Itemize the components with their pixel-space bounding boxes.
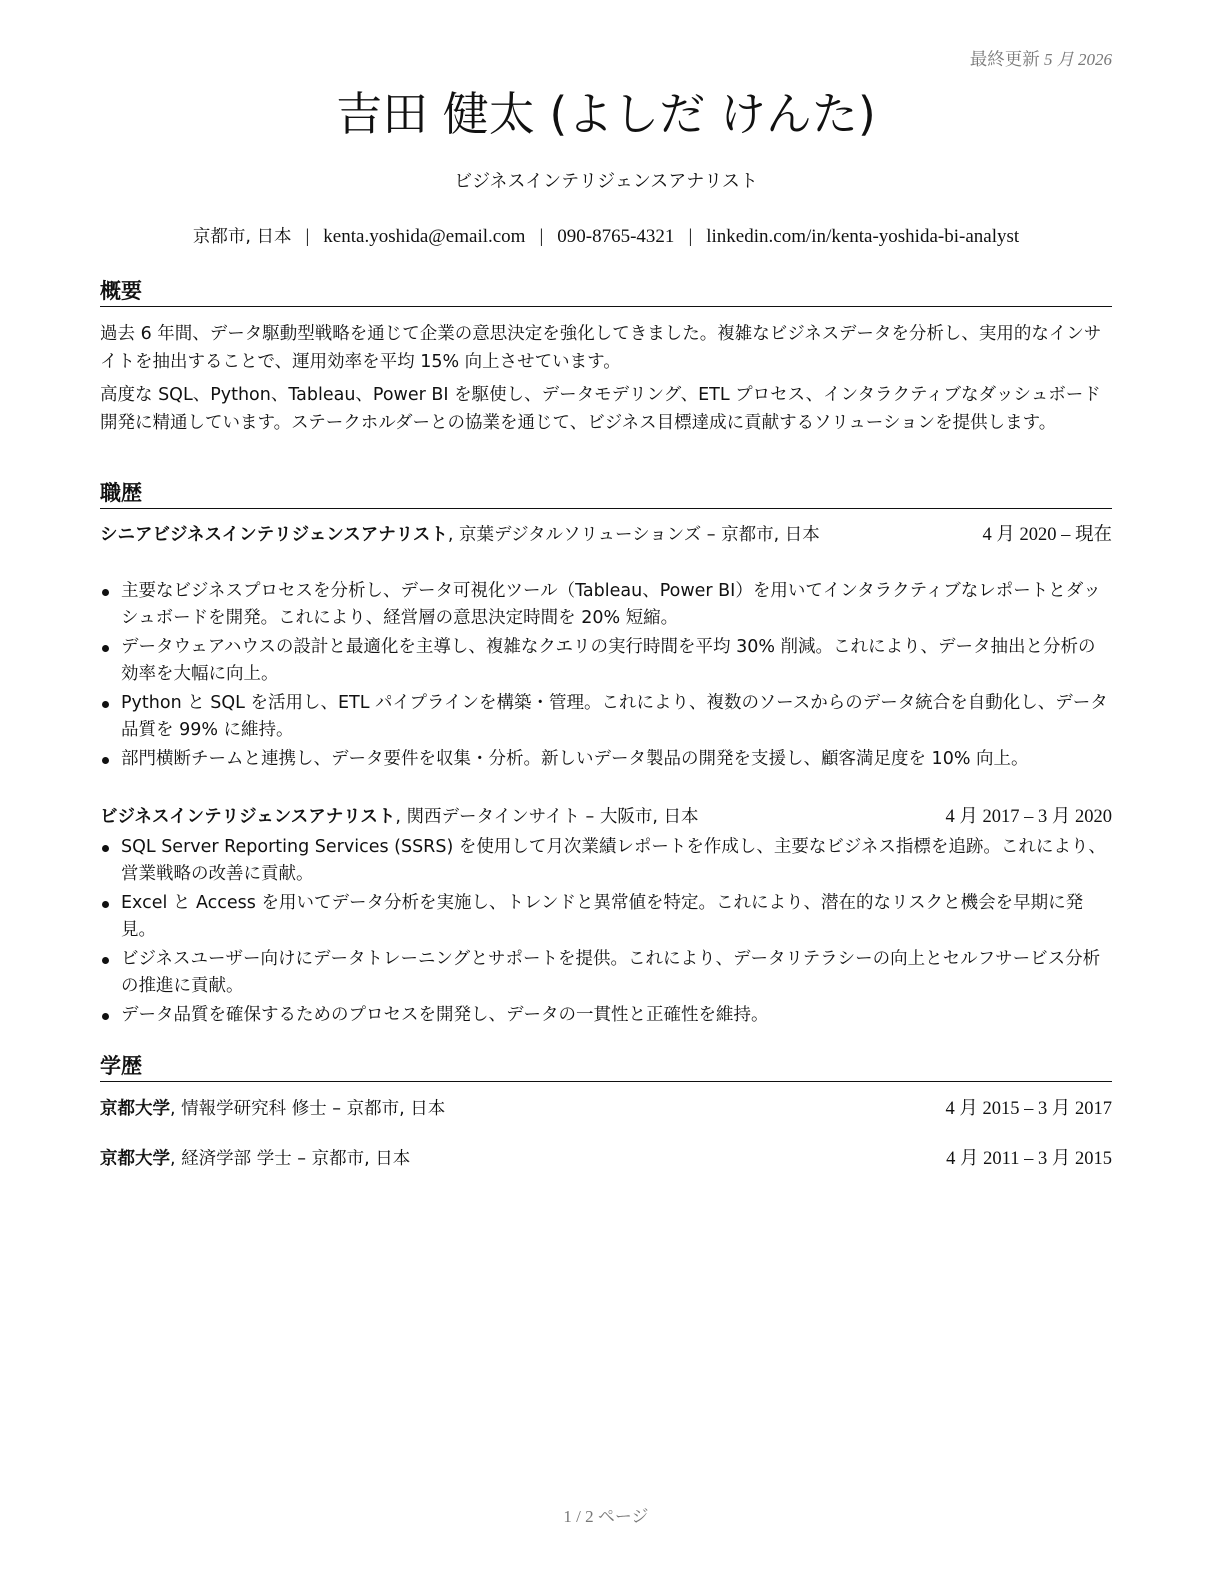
bullet-text: ビジネスユーザー向けにデータトレーニングとサポートを提供。これにより、データリテラシーの向上とセルフサービス分析の推進に貢献。 xyxy=(121,949,1101,996)
bullet-text: 部門横断チームと連携し、データ要件を収集・分析。新しいデータ製品の開発を支援し、顧客満足度を 10% 向上。 xyxy=(121,749,1029,769)
contact-separator: | xyxy=(539,226,544,247)
bullet-icon xyxy=(102,757,109,764)
job-org-2: , 関西データインサイト – 大阪市, 日本 xyxy=(395,807,699,827)
job-entry-header xyxy=(100,522,1112,548)
contact-linkedin[interactable]: linkedin.com/in/kenta-yoshida-bi-analyst xyxy=(706,226,1020,247)
list-item xyxy=(100,834,1112,888)
job-entry-header xyxy=(100,804,1112,830)
bullet-text: データ品質を確保するためのプロセスを開発し、データの一貫性と正確性を維持。 xyxy=(121,1005,769,1025)
job-org-1: , 京葉デジタルソリューションズ – 京都市, 日本 xyxy=(447,525,820,545)
bullet-text: SQL Server Reporting Services (SSRS) を使用して月次業績レポートを作成し、主要なビジネス指標を追跡。これにより、営業戦略の改善に貢献。 xyxy=(121,837,1106,884)
page-indicator: 1 / 2 ページ xyxy=(563,1507,649,1526)
education-detail-2: , 経済学部 学士 – 京都市, 日本 xyxy=(170,1149,411,1169)
resume-page xyxy=(100,0,1112,1584)
job-bullets-2 xyxy=(100,834,1112,1031)
bullet-icon xyxy=(102,1013,109,1020)
bullet-icon xyxy=(102,957,109,964)
bullet-icon xyxy=(102,589,109,596)
list-item xyxy=(100,634,1112,688)
experience-heading: 職歴 xyxy=(100,479,1112,509)
job-title-2: ビジネスインテリジェンスアナリスト xyxy=(100,807,396,827)
list-item xyxy=(100,578,1112,632)
last-updated-label: 最終更新 xyxy=(969,50,1040,70)
job-title: ビジネスインテリジェンスアナリスト xyxy=(454,171,758,192)
contact-line xyxy=(100,224,1112,250)
contact-separator: | xyxy=(688,226,693,247)
job-bullets-1 xyxy=(100,578,1112,775)
job-dates-1: 4 月 2020 – 現在 xyxy=(982,525,1112,545)
list-item xyxy=(100,946,1112,1000)
education-heading: 学歴 xyxy=(100,1052,1112,1082)
education-school-1: 京都大学 xyxy=(100,1099,170,1119)
bullet-icon xyxy=(102,645,109,652)
summary-paragraph-1: 過去 6 年間、データ駆動型戦略を通じて企業の意思決定を強化してきました。複雑なビジネスデータを分析し、実用的なインサイトを抽出することで、運用効率を平均 15% 向上させています。 xyxy=(100,324,1102,372)
summary-heading: 概要 xyxy=(100,277,1112,307)
contact-location: 京都市, 日本 xyxy=(192,227,292,247)
contact-phone[interactable]: 090-8765-4321 xyxy=(557,226,675,247)
bullet-icon xyxy=(102,845,109,852)
summary-paragraph-2: 高度な SQL、Python、Tableau、Power BI を駆使し、データモデリング、ETL プロセス、インタラクティブなダッシュボード開発に精通しています。ステークホルダーとの協業を通じて、ビジネス目標達成に貢献するソリューションを提供します。 xyxy=(100,385,1101,433)
list-item xyxy=(100,690,1112,744)
list-item xyxy=(100,1002,1112,1029)
bullet-text: Excel と Access を用いてデータ分析を実施し、トレンドと異常値を特定。これにより、潜在的なリスクと機会を早期に発見。 xyxy=(121,893,1084,940)
contact-separator: | xyxy=(305,226,310,247)
education-entry xyxy=(100,1096,1112,1122)
bullet-icon xyxy=(102,701,109,708)
bullet-text: データウェアハウスの設計と最適化を主導し、複雑なクエリの実行時間を平均 30% 削減。これにより、データ抽出と分析の効率を大幅に向上。 xyxy=(121,637,1096,684)
education-entry xyxy=(100,1146,1112,1172)
list-item xyxy=(100,890,1112,944)
last-updated-date: 5 月 2026 xyxy=(1044,50,1112,69)
education-detail-1: , 情報学研究科 修士 – 京都市, 日本 xyxy=(170,1099,446,1119)
education-school-2: 京都大学 xyxy=(100,1149,170,1169)
job-dates-2: 4 月 2017 – 3 月 2020 xyxy=(945,807,1112,827)
education-dates-1: 4 月 2015 – 3 月 2017 xyxy=(945,1099,1112,1119)
job-title-1: シニアビジネスインテリジェンスアナリスト xyxy=(100,525,448,545)
candidate-name: 吉田 健太 (よしだ けんた) xyxy=(336,87,876,141)
last-updated xyxy=(970,45,1112,71)
bullet-icon xyxy=(102,901,109,908)
list-item xyxy=(100,746,1112,773)
bullet-text: Python と SQL を活用し、ETL パイプラインを構築・管理。これにより、複数のソースからのデータ統合を自動化し、データ品質を 99% に維持。 xyxy=(121,693,1108,740)
bullet-text: 主要なビジネスプロセスを分析し、データ可視化ツール（Tableau、Power BI）を用いてインタラクティブなレポートとダッシュボードを開発。これにより、経営層の意思決定時間を 20% 短縮。 xyxy=(121,581,1101,628)
contact-email[interactable]: kenta.yoshida@email.com xyxy=(323,226,526,247)
education-dates-2: 4 月 2011 – 3 月 2015 xyxy=(946,1149,1112,1169)
